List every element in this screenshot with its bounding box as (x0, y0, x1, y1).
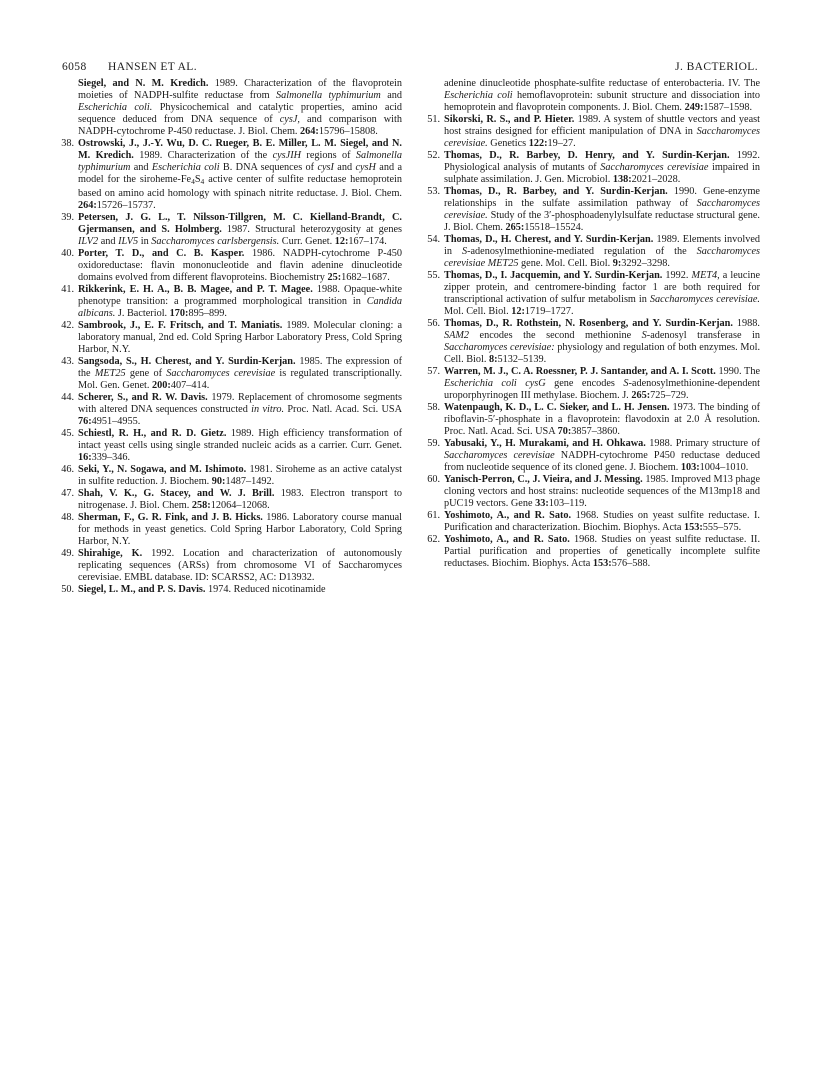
reference-bold-text: 16: (78, 452, 92, 463)
reference-text: 1992. Location and characterization of autonomously replicating sequences (ARSs) from chromosome VI of Saccharomyces cerevisiae. EMBL database. ID: SCARSS2, AC: D13932. (78, 548, 403, 583)
reference-bold-text: Seki, Y., N. Sogawa, and M. Ishimoto. (78, 464, 247, 475)
reference-text: -adenosylmethionine-mediated regulation of the (467, 246, 697, 257)
reference-bold-text: 9: (612, 258, 622, 269)
reference-italic-text: Escherichia coli cysG (444, 378, 546, 389)
reference-text: 1968. Studies on yeast sulfite reductase. I. Purification and characterization. Biochim. Biophys. Acta (444, 510, 760, 533)
reference-italic-text: Salmonella typhimurium (275, 90, 381, 101)
reference-text: NADPH-cytochrome P450 reductase deduced from nucleotide sequence of its cloned gene. J. Biochem. (444, 450, 760, 473)
journal-name: J. BACTERIOL. (675, 61, 758, 73)
reference-text: Physicochemical and catalytic properties, amino acid sequence deduced from DNA sequence of (78, 102, 402, 125)
reference-bold-text: Yanisch-Perron, C., J. Vieira, and J. Messing. (444, 474, 643, 485)
reference-italic-text: ILV2 (78, 236, 99, 247)
reference-entry (428, 366, 760, 402)
reference-bold-text: 33: (535, 498, 549, 509)
reference-bold-text: 200: (152, 380, 171, 391)
reference-number: 62 . (424, 534, 440, 546)
reference-bold-text: Shah, V. K., G. Stacey, and W. J. Brill. (78, 488, 275, 499)
reference-text: 1979. Replacement of chromosome segments with altered DNA sequences constructed (78, 392, 402, 415)
reference-text: 1719–1727. (524, 306, 574, 317)
reference-number: 46 . (58, 464, 74, 476)
reference-text: 1988. Primary structure of (645, 438, 761, 449)
reference-number: 45 . (58, 428, 74, 440)
reference-bold-text: 249: (684, 102, 704, 113)
reference-entry (428, 270, 760, 318)
reference-bold-text: Sikorski, R. S., and P. Hieter. (444, 114, 575, 125)
reference-text: regions of (301, 150, 356, 161)
reference-text: physiology and regulation of both enzymes. Mol. Cell. Biol. (444, 342, 761, 365)
reference-italic-text: Saccharomyces carlsbergensis. (151, 236, 280, 247)
reference-italic-text: Saccharomyces cerevisiae. (444, 126, 760, 149)
reference-entry (62, 248, 402, 284)
reference-text: and a model for the siroheme-Fe (78, 162, 402, 185)
reference-bold-text: Thomas, D., R. Barbey, D. Henry, and Y. Surdin-Kerjan. (444, 150, 730, 161)
reference-entry (428, 114, 760, 150)
reference-italic-text: Salmonella typhimurium (78, 150, 402, 173)
reference-text: 3292–3298. (621, 258, 670, 269)
reference-number: 40 . (58, 248, 74, 260)
reference-bold-text: Siegel, and N. M. Kredich. (78, 78, 209, 89)
reference-number: 59 . (424, 438, 440, 450)
reference-italic-text: MET25 (94, 368, 126, 379)
reference-bold-text: 122: (528, 138, 548, 149)
reference-bold-text: 264: (78, 200, 97, 211)
reference-italic-text: cysJ, (279, 114, 300, 125)
reference-text: 407–414. (170, 380, 210, 391)
reference-text: in (138, 236, 152, 247)
reference-entry (62, 320, 402, 356)
reference-entry (62, 212, 402, 248)
reference-text: and (333, 162, 356, 173)
reference-text: and (380, 90, 402, 101)
reference-text: 1989. A system of shuttle vectors and yeast host strains designed for efficient manipulation of DNA in (444, 114, 760, 137)
reference-entry (62, 488, 402, 512)
reference-bold-text: Rikkerink, E. H. A., B. B. Magee, and P. T. Magee. (78, 284, 313, 295)
reference-number: 60 . (424, 474, 440, 486)
reference-italic-text: ILV5 (118, 236, 139, 247)
reference-number: 58 . (424, 402, 440, 414)
reference-bold-text: Thomas, D., H. Cherest, and Y. Surdin-Kerjan. (444, 234, 654, 245)
reference-entry (428, 186, 760, 234)
reference-text: Genetics (487, 138, 529, 149)
reference-number: 50 . (58, 584, 74, 596)
reference-number: 52 . (424, 150, 440, 162)
reference-text: encodes the second methionine (469, 330, 642, 341)
reference-number: 56 . (424, 318, 440, 330)
reference-number: 51 . (424, 114, 440, 126)
reference-number: 47 . (58, 488, 74, 500)
reference-text: 167–174. (348, 236, 387, 247)
reference-text: 1987. Structural heterozygosity at genes (221, 224, 402, 235)
reference-bold-text: Ostrowski, J., J.-Y. Wu, D. C. Rueger, B. E. Miller, L. M. Siegel, and N. M. Kredich. (78, 138, 402, 161)
reference-text: 1985. The expression of the (78, 356, 402, 379)
reference-number: 49 . (58, 548, 74, 560)
running-authors: HANSEN ET AL. (108, 61, 198, 73)
reference-italic-text: Escherichia coli (444, 90, 513, 101)
reference-text: 1990. The (715, 366, 760, 377)
reference-text: gene. Mol. Cell. Biol. (518, 258, 613, 269)
reference-text: Curr. Genet. (279, 236, 335, 247)
reference-bold-text: Sherman, F., G. R. Fink, and J. B. Hicks. (78, 512, 263, 523)
reference-number: 42 . (58, 320, 74, 332)
reference-number: 38 . (58, 138, 74, 150)
reference-italic-text: cysJIH (272, 150, 302, 161)
reference-bold-text: 264: (300, 126, 319, 137)
reference-subscript: 4 (200, 177, 205, 186)
reference-italic-text: Candida albicans. (78, 296, 402, 319)
page-number: 6058 (62, 61, 87, 73)
reference-text: 1989. High efficiency transformation of intact yeast cells using single stranded nucleic acids as a carrier. Curr. Genet. (78, 428, 402, 451)
reference-text: a leucine zipper protein, and centromere-binding factor 1 are both required for transcriptional activation of sulfur metabolism in (444, 270, 760, 305)
reference-italic-text: Escherichia coli (151, 162, 220, 173)
reference-bold-text: Yoshimoto, A., and R. Sato. (444, 510, 572, 521)
reference-entry (62, 138, 402, 212)
reference-number: 61 . (424, 510, 440, 522)
reference-text: 5132–5139. (497, 354, 547, 365)
reference-text: 1981. Siroheme as an active catalyst in sulfite reduction. J. Biochem. (78, 464, 402, 487)
reference-italic-text: S (641, 330, 647, 341)
reference-text: is regulated transcriptionally. Mol. Gen. Genet. (78, 368, 403, 391)
reference-text: 19–27. (547, 138, 576, 149)
reference-text: 1968. Studies on yeast sulfite reductase. II. Partial purification and properties of genetically incomplete sulfite reductases. Biochim. Biophys. Acta (444, 534, 761, 569)
reference-text: 1986. NADPH-cytochrome P-450 oxidoreductase: flavin mononucleotide and flavin adenine dinucleotide domains evolved from different flavoproteins. Biochemistry (78, 248, 402, 283)
reference-text: -adenosyl transferase in (646, 330, 760, 341)
reference-bold-text: Warren, M. J., C. A. Roessner, P. J. Santander, and A. I. Scott. (444, 366, 716, 377)
reference-text: 1989. Molecular cloning: a laboratory manual, 2nd ed. Cold Spring Harbor Laboratory Press, Cold Spring Harbor, N.Y. (78, 320, 402, 355)
reference-entry (62, 428, 402, 464)
reference-bold-text: 90: (211, 476, 226, 487)
reference-entry (428, 234, 760, 270)
reference-italic-text: MET4, (691, 270, 720, 281)
reference-text: gene encodes (545, 378, 624, 389)
reference-italic-text: SAM2 (444, 330, 470, 341)
reference-text: 339–346. (91, 452, 131, 463)
reference-italic-text: Saccharomyces cerevisiae. (444, 198, 760, 221)
reference-entry (428, 318, 760, 366)
reference-bold-text: Watenpaugh, K. D., L. C. Sieker, and L. H. Jensen. (444, 402, 670, 413)
reference-italic-text: S (461, 246, 468, 257)
reference-column-left (62, 78, 402, 596)
reference-text: B. DNA sequences of (219, 162, 318, 173)
reference-text: 1988. (732, 318, 760, 329)
reference-text: 2021–2028. (631, 174, 681, 185)
reference-bold-text: Thomas, D., I. Jacquemin, and Y. Surdin-Kerjan. (444, 270, 663, 281)
reference-text: 1973. The binding of riboflavin-5′-phosphate in a flavoprotein: flavodoxin at 2.0 Å resolution. Proc. Natl. Acad. Sci. USA (444, 402, 760, 437)
reference-italic-text: cysH (355, 162, 376, 173)
reference-continuation (428, 78, 760, 114)
reference-entry (62, 284, 402, 320)
reference-text: -adenosylmethionine-dependent uroporphyrinogen III methylase. Biochem. J. (444, 378, 760, 401)
reference-bold-text: Scherer, S., and R. W. Davis. (78, 392, 208, 403)
reference-subscript: 4 (191, 177, 195, 186)
reference-text: 1487–1492. (225, 476, 275, 487)
reference-text: 1985. Improved M13 phage cloning vectors and host strains: nucleotide sequences of the M13mp18 and pUC19 vectors. Gene (444, 474, 761, 509)
reference-bold-text: 76: (78, 416, 92, 427)
reference-entry (428, 402, 760, 438)
reference-column-right (428, 78, 760, 570)
reference-text: 576–588. (611, 558, 651, 569)
reference-text: S (194, 174, 201, 185)
reference-italic-text: Saccharomyces cerevisiae (444, 450, 555, 461)
reference-text: 555–575. (702, 522, 742, 533)
reference-text: and (98, 236, 119, 247)
reference-number: 39 . (58, 212, 74, 224)
reference-number: 43 . (58, 356, 74, 368)
reference-continuation (62, 78, 402, 138)
reference-italic-text: S (623, 378, 629, 389)
reference-text: 1989. Characterization of the (133, 150, 273, 161)
reference-bold-text: 170: (169, 308, 189, 319)
reference-text: 1992. Physiological analysis of mutants of (444, 150, 760, 173)
reference-bold-text: 12: (334, 236, 349, 247)
reference-text: 1992. (662, 270, 692, 281)
reference-text: 895–899. (188, 308, 227, 319)
reference-entry (62, 548, 402, 584)
reference-entry (428, 150, 760, 186)
reference-text: active center of sulfite reductase hemoprotein based on amino acid homology with spinach nitrite reductase. J. Biol. Chem. (78, 174, 402, 199)
reference-text: 1988. Opaque-white phenotype transition: a programmed morphological transition in (78, 284, 403, 307)
reference-bold-text: Porter, T. D., and C. B. Kasper. (78, 248, 245, 259)
reference-italic-text: Escherichia coli. (78, 102, 153, 113)
reference-number: 48 . (58, 512, 74, 524)
reference-bold-text: Schiestl, R. H., and R. D. Gietz. (78, 428, 227, 439)
reference-bold-text: 12: (511, 306, 525, 317)
reference-entry (62, 584, 402, 596)
reference-number: 53 . (424, 186, 440, 198)
reference-bold-text: Thomas, D., R. Barbey, and Y. Surdin-Kerjan. (444, 186, 668, 197)
reference-bold-text: Siegel, L. M., and P. S. Davis. (78, 584, 206, 595)
reference-text: 1682–1687. (341, 272, 390, 283)
reference-text: and comparison with NADPH-cytochrome P-450 reductase. J. Biol. Chem. (78, 114, 402, 137)
reference-text: 1983. Electron transport to nitrogenase. J. Biol. Chem. (78, 488, 402, 511)
reference-bold-text: 153: (592, 558, 612, 569)
reference-number: 41 . (58, 284, 74, 296)
reference-entry (62, 356, 402, 392)
reference-text: adenine dinucleotide phosphate-sulfite reductase of enterobacteria. IV. The (444, 78, 760, 89)
reference-italic-text: Saccharomyces cerevisiae (600, 162, 709, 173)
reference-bold-text: 70: (557, 426, 572, 437)
reference-text: 725–729. (650, 390, 689, 401)
reference-entry (428, 438, 760, 474)
reference-text: 1990. Gene-enzyme relationships in the sulfate assimilation pathway of (444, 186, 760, 209)
reference-number: 44 . (58, 392, 74, 404)
reference-text: impaired in sulphate assimilation. J. Gen. Microbiol. (444, 162, 760, 185)
reference-text: 15726–15737. (96, 200, 156, 211)
reference-text: 15796–15808. (318, 126, 378, 137)
reference-bold-text: 153: (683, 522, 703, 533)
reference-text: hemoflavoprotein: subunit structure and dissociation into hemoprotein and flavoprotein components. J. Biol. Chem. (444, 90, 760, 113)
reference-text: J. Bacteriol. (115, 308, 170, 319)
reference-italic-text: cysI (317, 162, 334, 173)
reference-text: 15518–15524. (524, 222, 584, 233)
reference-bold-text: Petersen, J. G. L., T. Nilsson-Tillgren, M. C. Kielland-Brandt, C. Gjermansen, and S. Holmberg. (78, 212, 402, 235)
reference-text: 3857–3860. (571, 426, 620, 437)
reference-entry (428, 510, 760, 534)
reference-text: Study of the 3′-phosphoadenylylsulfate reductase structural gene. J. Biol. Chem. (444, 210, 760, 233)
reference-bold-text: Shirahige, K. (78, 548, 143, 559)
reference-entry (62, 464, 402, 488)
reference-italic-text: in vitro. (251, 404, 285, 415)
reference-entry (62, 512, 402, 548)
reference-entry (62, 392, 402, 428)
reference-bold-text: 138: (612, 174, 632, 185)
reference-bold-text: 8: (489, 354, 498, 365)
reference-bold-text: Yoshimoto, A., and R. Sato. (444, 534, 570, 545)
reference-text: 12064–12068. (210, 500, 270, 511)
reference-text: 1989. Elements involved in (444, 234, 760, 257)
reference-bold-text: Sangsoda, S., H. Cherest, and Y. Surdin-Kerjan. (78, 356, 296, 367)
reference-italic-text: Saccharomyces cerevisiae MET25 (444, 246, 760, 269)
reference-text: gene of (125, 368, 167, 379)
reference-number: 55 . (424, 270, 440, 282)
reference-bold-text: 265: (631, 390, 651, 401)
reference-italic-text: Saccharomyces cerevisiae (166, 368, 276, 379)
reference-text: 103–119. (548, 498, 587, 509)
running-header (62, 61, 758, 77)
reference-bold-text: 25: (327, 272, 342, 283)
reference-bold-text: 265: (505, 222, 525, 233)
reference-italic-text: Saccharomyces cerevisiae: (444, 342, 555, 353)
reference-text: 1587–1598. (703, 102, 753, 113)
reference-text: and (130, 162, 152, 173)
reference-text: 1004–1010. (699, 462, 749, 473)
reference-text: 1974. Reduced nicotinamide (205, 584, 326, 595)
reference-italic-text: Saccharomyces cerevisiae. (649, 294, 760, 305)
reference-text: Mol. Cell. Biol. (444, 306, 512, 317)
reference-number: 54 . (424, 234, 440, 246)
reference-bold-text: Thomas, D., R. Rothstein, N. Rosenberg, and Y. Surdin-Kerjan. (444, 318, 733, 329)
reference-bold-text: Yabusaki, Y., H. Murakami, and H. Ohkawa. (444, 438, 646, 449)
reference-text: 4951–4955. (91, 416, 141, 427)
reference-text: 1989. Characterization of the flavoprotein moieties of NADPH-sulfite reductase from (78, 78, 402, 101)
reference-text: 1986. Laboratory course manual for methods in yeast genetics. Cold Spring Harbor Laboratory, Cold Spring Harbor, N.Y. (78, 512, 402, 547)
reference-number: 57 . (424, 366, 440, 378)
reference-bold-text: 103: (680, 462, 700, 473)
reference-entry (428, 534, 760, 570)
reference-entry (428, 474, 760, 510)
reference-bold-text: Sambrook, J., E. F. Fritsch, and T. Maniatis. (78, 320, 283, 331)
reference-bold-text: 258: (191, 500, 211, 511)
reference-text: Proc. Natl. Acad. Sci. USA (284, 404, 402, 415)
